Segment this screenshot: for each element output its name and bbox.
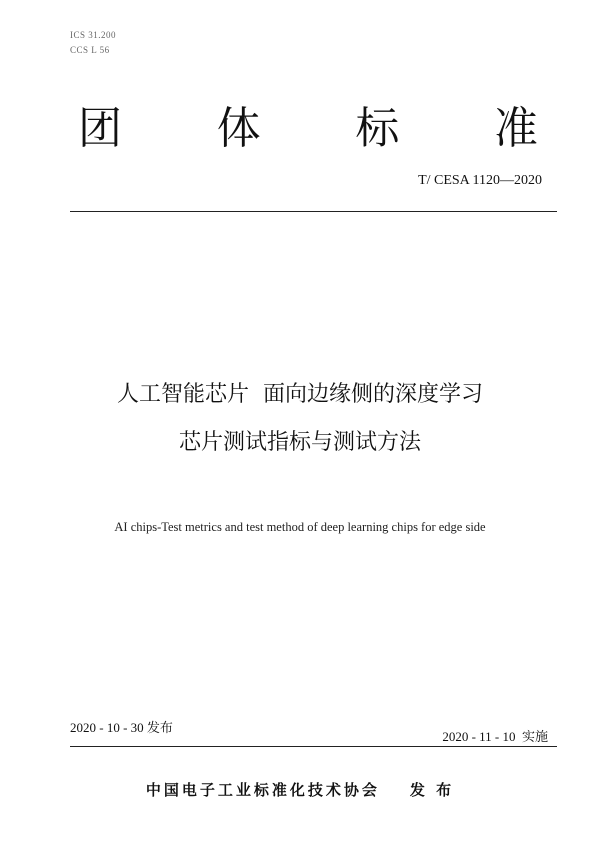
standard-type-char: 体 — [216, 103, 261, 154]
publish-date: 2020 - 10 - 30 发布 — [70, 720, 173, 735]
chinese-title-line-1: 人工智能芯片 面向边缘侧的深度学习 — [117, 382, 483, 407]
ics-code: ICS 31.200 — [70, 30, 117, 40]
standard-type-char: 团 — [78, 103, 122, 154]
issuer-action: 发 布 — [409, 781, 455, 799]
footer-divider — [70, 746, 557, 747]
english-title: AI chips-Test metrics and test method of deep learning chips for edge side — [114, 520, 486, 534]
standard-number: T/ CESA 1120—2020 — [418, 173, 542, 188]
standard-type-char: 准 — [493, 103, 538, 154]
issuer-name: 中国电子工业标准化技术协会 — [145, 781, 380, 799]
implement-date: 2020 - 11 - 10 实施 — [442, 729, 548, 744]
standard-type-char: 标 — [355, 103, 400, 154]
chinese-title-line-2: 芯片测试指标与测试方法 — [178, 430, 421, 455]
ccs-code: CCS L 56 — [70, 45, 110, 55]
standard-type-heading — [78, 92, 538, 156]
issuer-line — [0, 779, 600, 800]
header-divider — [70, 211, 557, 212]
